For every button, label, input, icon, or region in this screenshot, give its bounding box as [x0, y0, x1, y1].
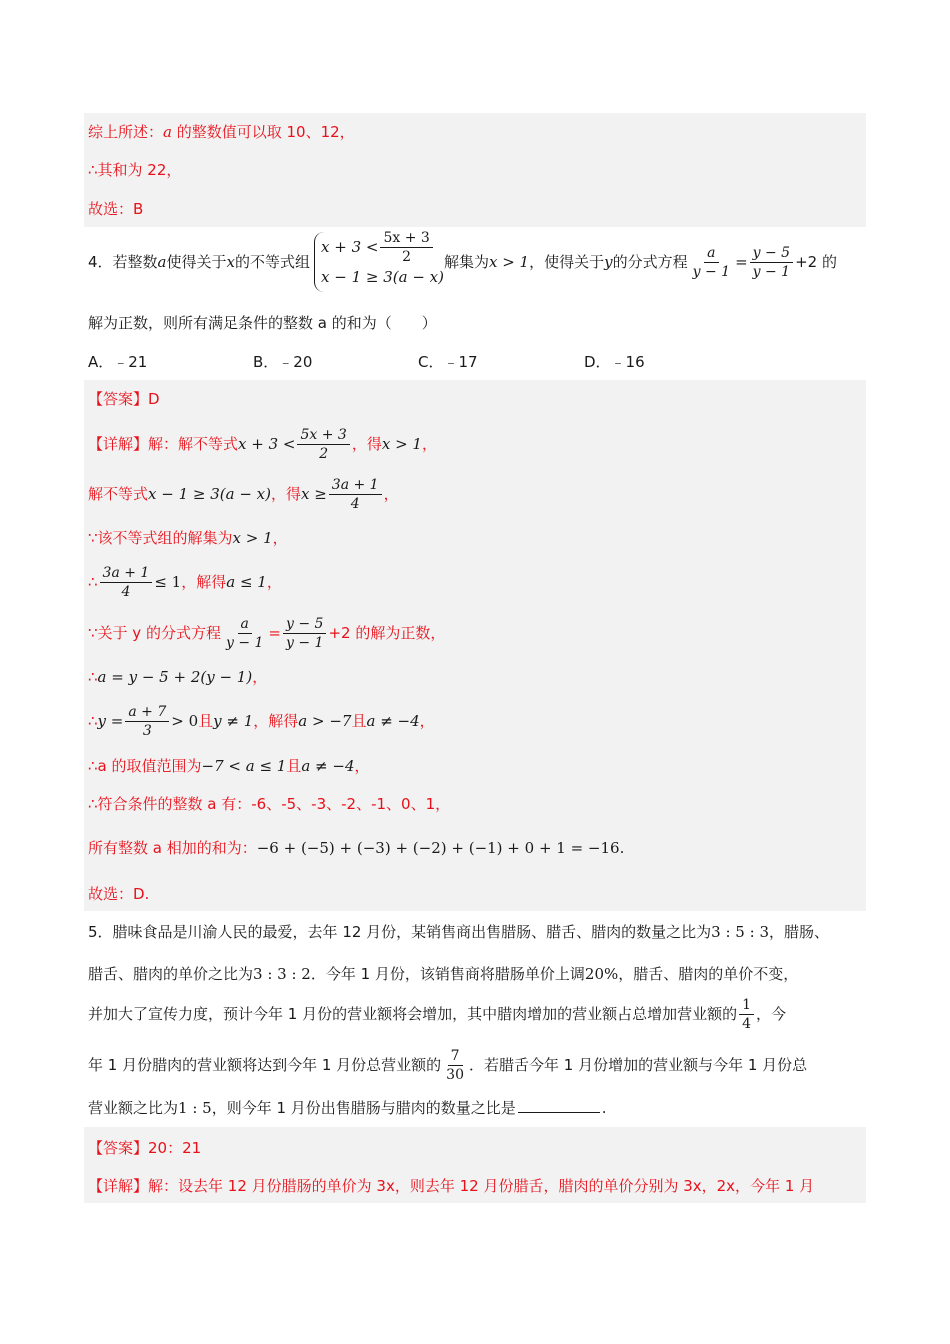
q4-detail-1: 【详解】 解：解不等式 x + 3 < $\frac{5x + 3}{2}$ ，得 x > 1 ， [88, 426, 437, 462]
prev-conclusion: 综上所述：a 的整数值可以取 10、12， [88, 123, 355, 141]
prev-sum: ∴其和为 22， [88, 161, 182, 179]
q5-detail-1: 【详解】解：设去年 12 月份腊肠的单价为 3x，则去年 12 月份腊舌，腊肉的单价分别为 3x，2x，今年 1 月 [88, 1177, 815, 1195]
q4-answer: 【答案】D [88, 390, 160, 408]
q5-stem-line1: 5．腊味食品是川渝人民的最爱，去年 12 月份，某销售商出售腊肠、腊舌、腊肉的数量之比为3 : 5 : 3，腊肠、 [88, 923, 829, 941]
q4-detail-2: 解不等式 x − 1 ≥ 3(a − x) ，得 x ≥ $\frac{3a + 1}{4}$ ， [88, 476, 399, 512]
q5-answer: 【答案】20：21 [88, 1139, 202, 1157]
q5-stem-line2: 腊舌、腊肉的单价之比为3 : 3 : 2．今年 1 月份，该销售商将腊肠单价上调20%，腊舌、腊肉的单价不变， [88, 965, 799, 983]
q4-detail-4: ∴ $\frac{3a + 1}{4}$ ≤ 1 ，解得 a ≤ 1 ， [88, 564, 282, 600]
prev-choice: 故选：B [88, 200, 144, 218]
q4-stem-line1: 4．若整数 a 使得关于 x 的不等式组 x + 3 < $\frac{5x + 3}{2}$ x − 1 ≥ 3(a − x) 解集为 x > 1 ，使得关于 y 的分式方程 $\frac{a}{y - 1}$ = $\frac{y - 5}{y - 1}$ +2 的 [88, 230, 837, 294]
q4-detail-5: ∵关于 y 的分式方程 $\frac{a}{y - 1}$ = $\frac{y - 5}{y - 1}$ +2 的解为正数， [88, 615, 446, 651]
q4-detail-10: 所有整数 a 相加的和为：−6 + (−5) + (−3) + (−2) + (−1) + 0 + 1 = −16. [88, 839, 625, 857]
q5-stem-line4: 年 1 月份腊肉的营业额将达到今年 1 月份总营业额的 $\frac{7}{30}$ ．若腊舌今年 1 月份增加的营业额与今年 1 月份总 [88, 1047, 808, 1083]
inequality-system: x + 3 < $\frac{5x + 3}{2}$ x − 1 ≥ 3(a − x) [314, 232, 444, 292]
answer-blank [518, 1097, 600, 1113]
q4-detail-3: ∵该不等式组的解集为x > 1， [88, 529, 288, 547]
option-b: B．﹣20 [253, 353, 313, 371]
option-a: A．﹣21 [88, 353, 148, 371]
q4-stem-line2: 解为正数，则所有满足条件的整数 a 的和为（ ） [88, 314, 437, 332]
q4-detail-7: ∴ y = $\frac{a + 7}{3}$ > 0 且 y ≠ 1 ，解得 a > −7 且 a ≠ −4 ， [88, 703, 435, 739]
q4-detail-6: ∴a = y − 5 + 2(y − 1)， [88, 668, 268, 686]
q5-stem-line5: 营业额之比为1 : 5，则今年 1 月份出售腊肠与腊肉的数量之比是 . [88, 1099, 607, 1117]
option-c: C．﹣17 [418, 353, 478, 371]
q4-detail-11: 故选：D. [88, 885, 150, 903]
q4-detail-8: ∴a 的取值范围为−7 < a ≤ 1且a ≠ −4， [88, 757, 370, 775]
q4-detail-9: ∴符合条件的整数 a 有：-6、-5、-3、-2、-1、0、1， [88, 795, 451, 813]
q5-stem-line3: 并加大了宣传力度，预计今年 1 月份的营业额将会增加，其中腊肉增加的营业额占总增加营业额的 $\frac{1}{4}$ ，今 [88, 996, 787, 1032]
option-d: D．﹣16 [584, 353, 645, 371]
